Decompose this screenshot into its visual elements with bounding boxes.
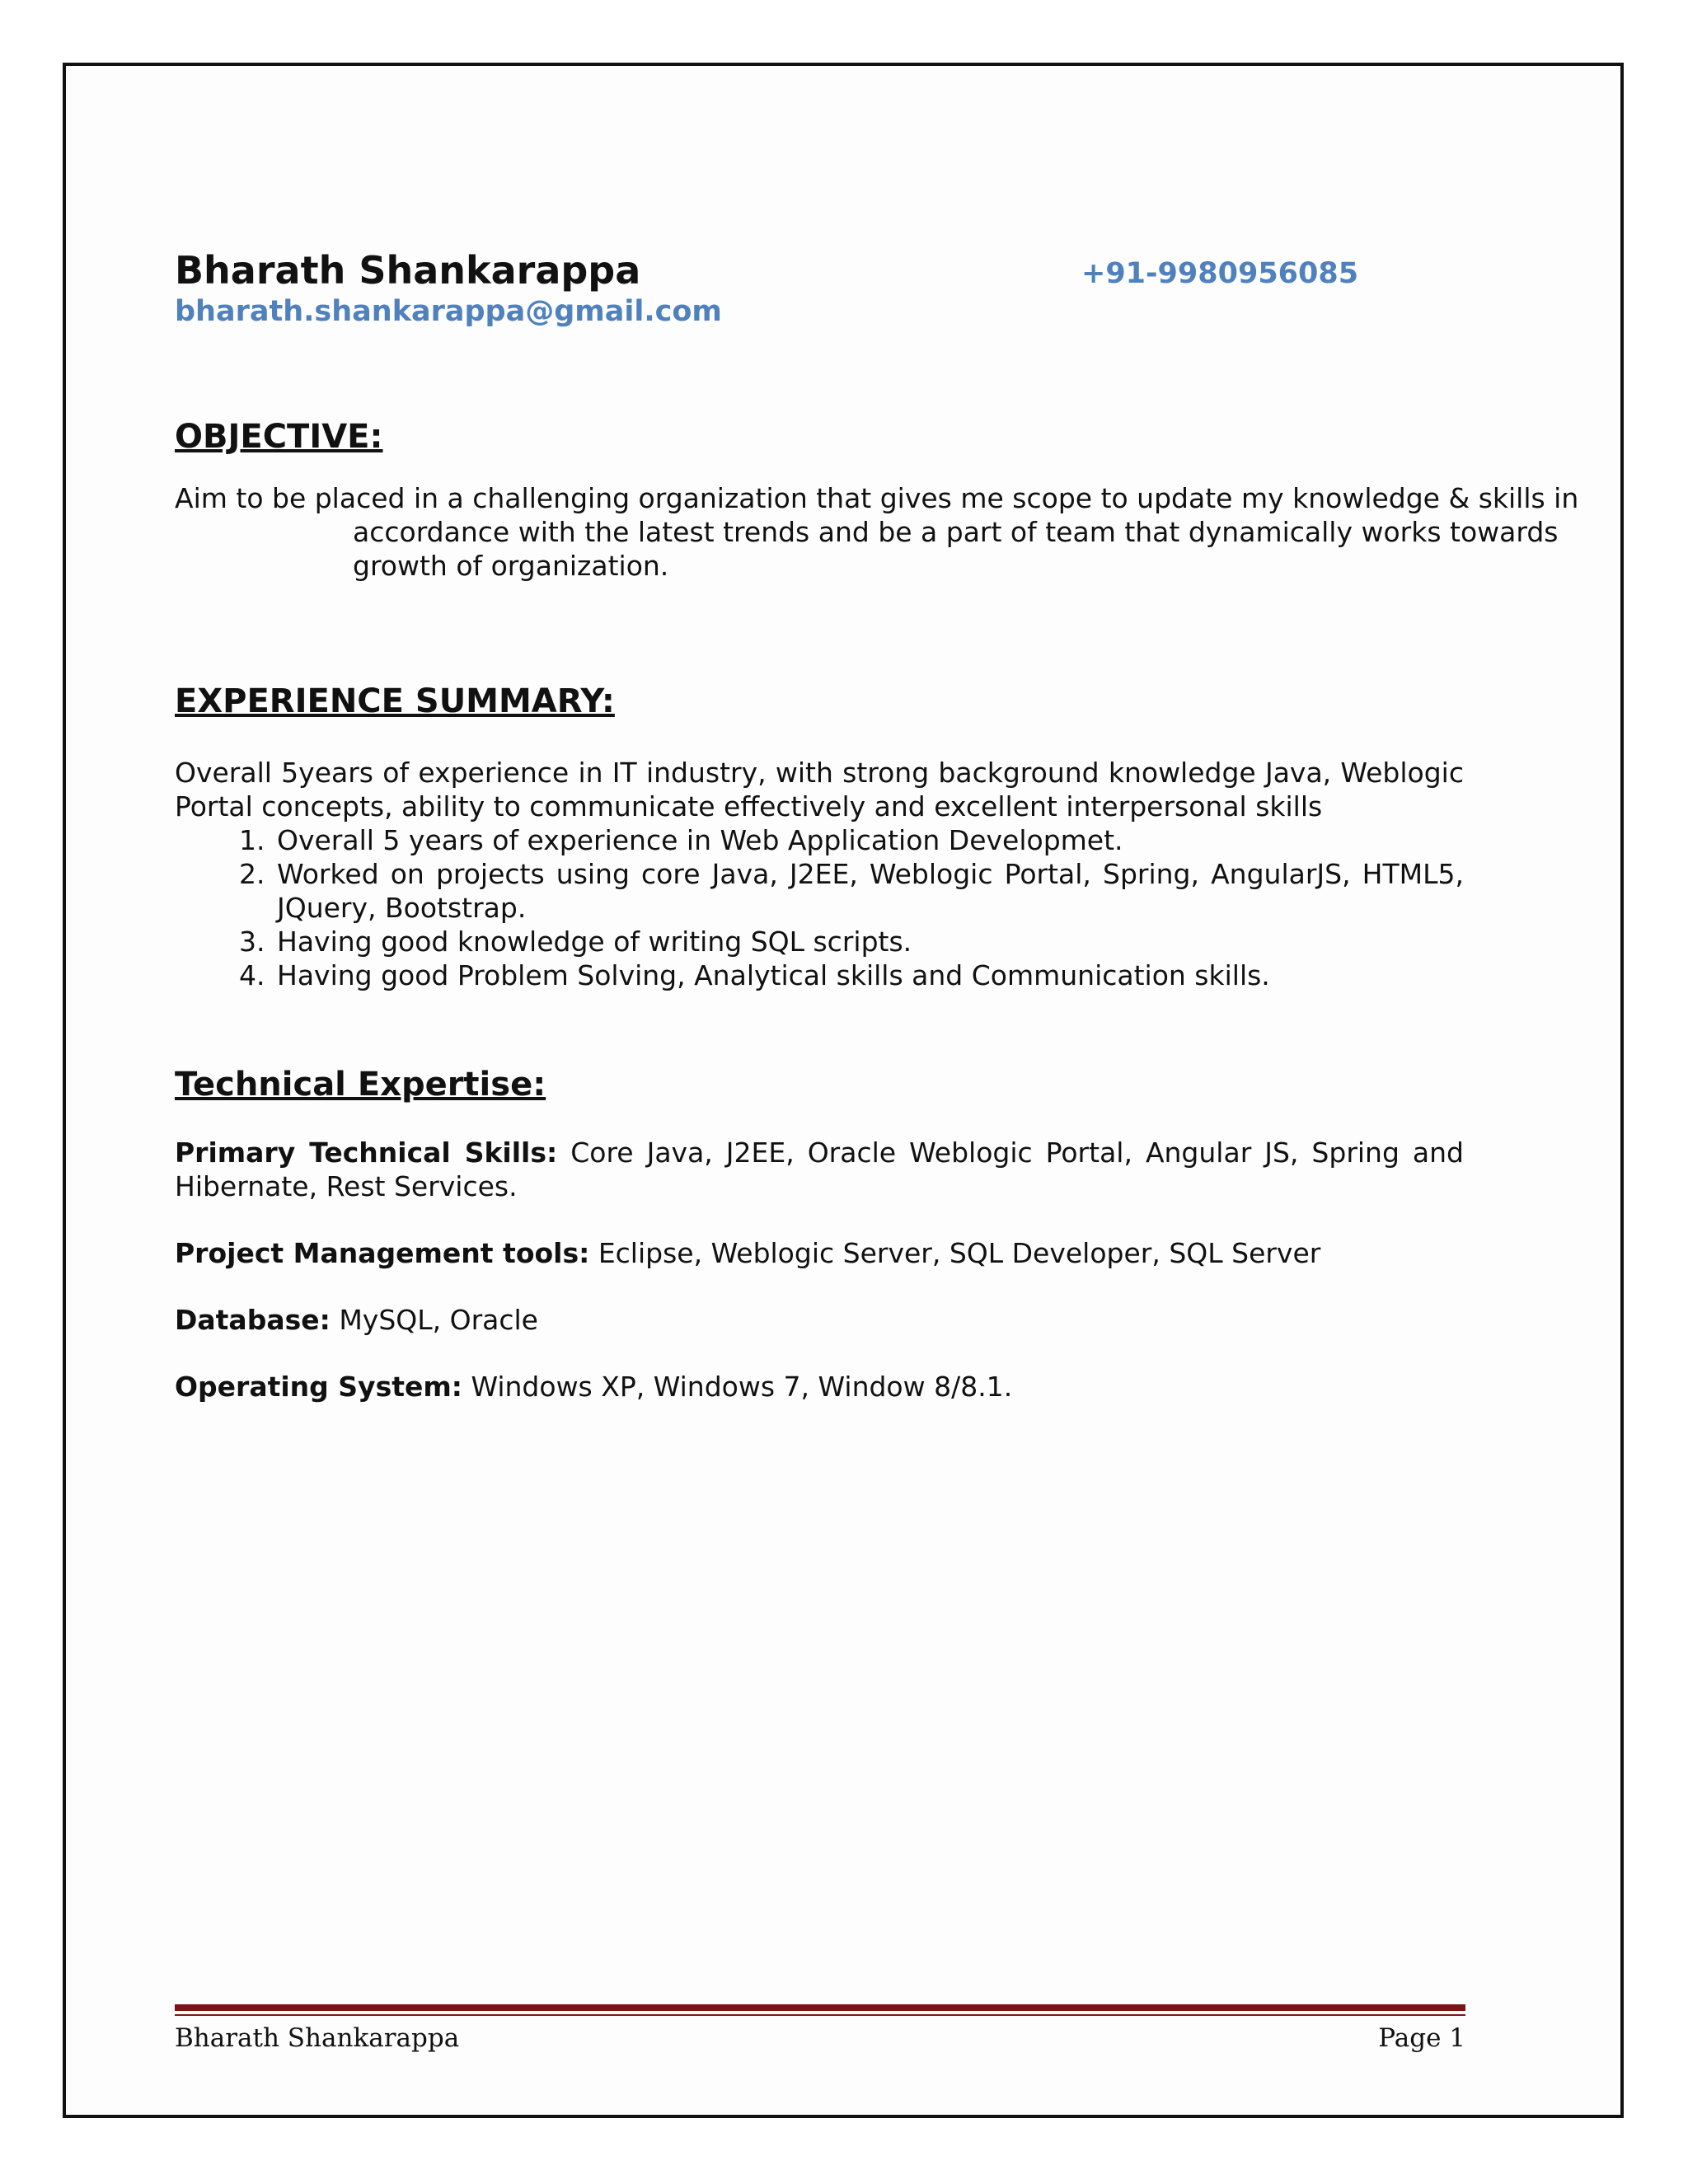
pm-tools-label: Project Management tools: [175, 1237, 590, 1269]
objective-text: Aim to be placed in a challenging organization that gives me scope to update my knowledge & skills in accordance with the latest trends and be a part of team that dynamically works towards growth of organization. [175, 482, 1579, 582]
experience-list [175, 823, 1464, 992]
objective-heading: OBJECTIVE: [175, 418, 383, 456]
list-item: 3. Having good knowledge of writing SQL scripts. [274, 925, 1464, 958]
database-value: MySQL, Oracle [330, 1304, 538, 1336]
os-value: Windows XP, Windows 7, Window 8/8.1. [462, 1371, 1013, 1403]
project-management-tools [175, 1236, 1464, 1270]
resume-content [175, 247, 1579, 1404]
list-item: 1. Overall 5 years of experience in Web Application Developmet. [274, 823, 1464, 857]
experience-summary: Overall 5years of experience in IT industry, with strong background knowledge Java, Weblogic Portal concepts, ability to communicate effectively and excellent interpersonal skills [175, 757, 1464, 823]
os-label: Operating System: [175, 1371, 462, 1403]
database-label: Database: [175, 1304, 331, 1336]
database-skills [175, 1303, 1464, 1337]
page-number: Page 1 [1378, 2023, 1465, 2053]
primary-skills-label: Primary Technical Skills: [175, 1137, 558, 1169]
phone-number: +91-9980956085 [1081, 257, 1359, 290]
experience-heading: EXPERIENCE SUMMARY: [175, 682, 615, 720]
list-item: 2. Worked on projects using core Java, J2EE, Weblogic Portal, Spring, AngularJS, HTML5, JQuery, Bootstrap. [274, 857, 1464, 925]
footer-divider-thin [175, 2014, 1465, 2016]
footer-divider [175, 2004, 1465, 2011]
primary-skills [175, 1136, 1464, 1203]
pm-tools-value: Eclipse, Weblogic Server, SQL Developer, SQL Server [589, 1237, 1321, 1269]
candidate-name: Bharath Shankarappa [175, 248, 641, 293]
resume-header [175, 247, 1465, 293]
primary-skills-value: Core Java, J2EE, Oracle Weblogic Portal, Angular JS, Spring and Hibernate, Rest Services. [175, 1137, 1464, 1202]
technical-heading: Technical Expertise: [175, 1066, 546, 1104]
footer-author: Bharath Shankarappa [175, 2023, 460, 2053]
operating-system-skills [175, 1370, 1464, 1404]
email-address: bharath.shankarappa@gmail.com [175, 295, 722, 328]
list-item: 4. Having good Problem Solving, Analytical skills and Communication skills. [274, 958, 1464, 992]
